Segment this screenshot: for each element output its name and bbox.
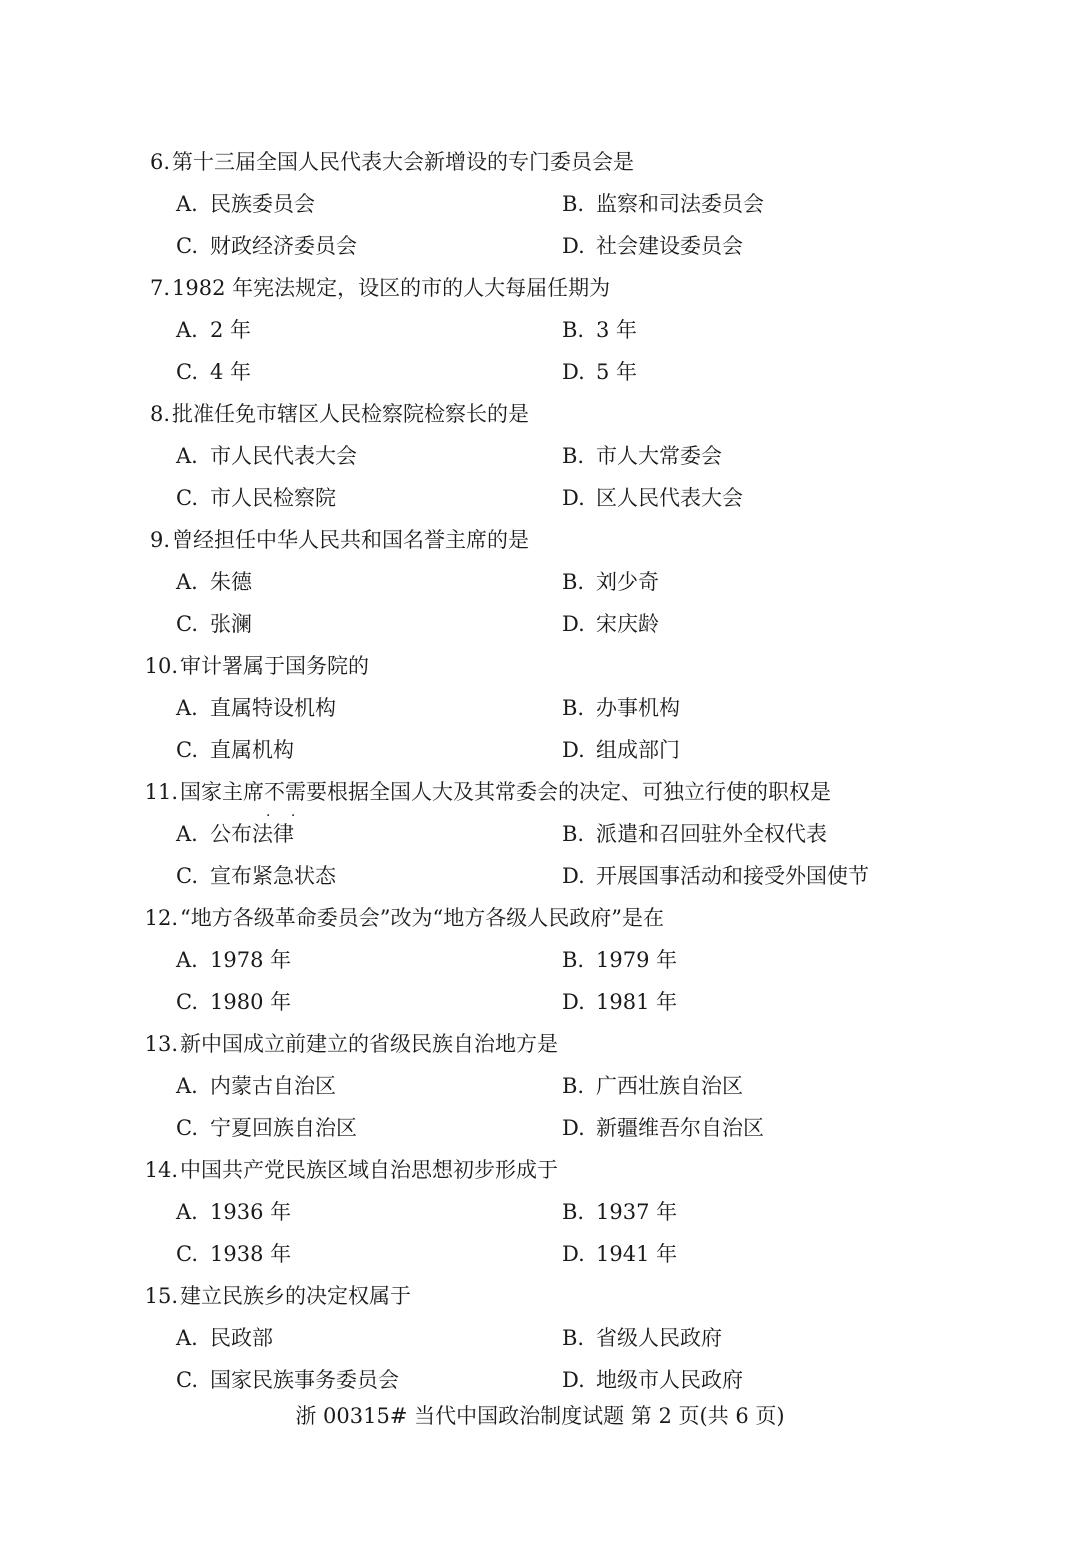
option-letter: C. [176, 486, 198, 510]
option-letter: C. [176, 864, 198, 888]
question-8-option-d [562, 484, 743, 512]
question-11-option-b [562, 820, 827, 848]
question-14-option-c [176, 1240, 291, 1268]
option-text: 市人民代表大会 [210, 444, 357, 468]
option-text: 1936 年 [210, 1200, 292, 1224]
option-letter: B. [562, 570, 585, 594]
option-text: 朱德 [210, 570, 252, 594]
question-9-option-a [176, 568, 252, 596]
option-text: 国家民族事务委员会 [210, 1368, 399, 1392]
option-letter: C. [176, 1116, 198, 1140]
option-text: 民政部 [210, 1326, 273, 1350]
question-11-option-c [176, 862, 336, 890]
question-text: 建立民族乡的决定权属于 [180, 1284, 411, 1308]
emphasized-text: 不需要 · · [264, 780, 327, 804]
option-letter: D. [562, 1116, 585, 1140]
question-number: 7. [149, 276, 170, 300]
question-15-option-b [562, 1324, 722, 1352]
option-letter: B. [562, 822, 585, 846]
question-15-option-c [176, 1366, 399, 1394]
option-text: 1937 年 [596, 1200, 678, 1224]
option-text: 广西壮族自治区 [596, 1074, 743, 1098]
question-12-option-c [176, 988, 291, 1016]
option-text: 新疆维吾尔自治区 [596, 1116, 764, 1140]
question-15-stem [138, 1282, 411, 1310]
option-text: 监察和司法委员会 [596, 192, 764, 216]
option-text: 公布法律 [210, 822, 294, 846]
question-11-stem [138, 778, 831, 806]
option-text: 直属机构 [210, 738, 294, 762]
option-letter: A. [176, 444, 198, 468]
question-7-option-d [562, 358, 637, 386]
question-7-option-c [176, 358, 251, 386]
option-letter: A. [176, 822, 198, 846]
option-text: 宁夏回族自治区 [210, 1116, 357, 1140]
option-letter: C. [176, 360, 198, 384]
question-6-option-d [562, 232, 743, 260]
option-text: 办事机构 [596, 696, 680, 720]
question-text-post: 根据全国人大及其常委会的决定、可独立行使的职权是 [327, 780, 831, 804]
option-text: 3 年 [596, 318, 638, 342]
option-text: 财政经济委员会 [210, 234, 357, 258]
option-text: 2 年 [210, 318, 252, 342]
question-7-stem [138, 274, 610, 302]
question-number: 11. [144, 780, 178, 804]
question-number: 15. [144, 1284, 178, 1308]
question-text: 第十三届全国人民代表大会新增设的专门委员会是 [172, 150, 634, 174]
option-letter: C. [176, 1242, 198, 1266]
question-10-option-b [562, 694, 680, 722]
question-6-stem [138, 148, 634, 176]
question-9-option-d [562, 610, 659, 638]
question-8-option-a [176, 442, 357, 470]
question-13-option-c [176, 1114, 357, 1142]
question-14-stem [138, 1156, 558, 1184]
option-text: 1938 年 [210, 1242, 292, 1266]
option-text: 刘少奇 [596, 570, 659, 594]
option-text: 组成部门 [596, 738, 680, 762]
option-letter: A. [176, 1074, 198, 1098]
option-text: 宣布紧急状态 [210, 864, 336, 888]
option-text: 张澜 [210, 612, 252, 636]
question-7-option-a [176, 316, 251, 344]
question-14-option-b [562, 1198, 677, 1226]
option-text: 市人民检察院 [210, 486, 336, 510]
option-text: 5 年 [596, 360, 638, 384]
question-7-option-b [562, 316, 637, 344]
option-text: 1979 年 [596, 948, 678, 972]
question-15-option-a [176, 1324, 273, 1352]
option-letter: D. [562, 738, 585, 762]
question-9-option-b [562, 568, 659, 596]
question-11-option-d [562, 862, 869, 890]
option-text: 区人民代表大会 [596, 486, 743, 510]
option-text: 派遣和召回驻外全权代表 [596, 822, 827, 846]
question-text: 曾经担任中华人民共和国名誉主席的是 [172, 528, 529, 552]
option-letter: B. [562, 696, 585, 720]
question-10-option-c [176, 736, 294, 764]
option-text: 民族委员会 [210, 192, 315, 216]
question-number: 9. [149, 528, 170, 552]
option-letter: C. [176, 1368, 198, 1392]
question-text: 1982 年宪法规定，设区的市的人大每届任期为 [172, 276, 611, 300]
option-letter: A. [176, 570, 198, 594]
question-8-stem [138, 400, 529, 428]
question-12-option-b [562, 946, 677, 974]
option-letter: B. [562, 192, 585, 216]
option-text: 4 年 [210, 360, 252, 384]
option-letter: D. [562, 234, 585, 258]
option-letter: D. [562, 612, 585, 636]
option-letter: D. [562, 990, 585, 1014]
option-letter: A. [176, 192, 198, 216]
option-letter: C. [176, 612, 198, 636]
question-12-stem [138, 904, 664, 932]
option-letter: A. [176, 1326, 198, 1350]
question-number: 12. [144, 906, 178, 930]
question-10-stem [138, 652, 369, 680]
question-text: 中国共产党民族区域自治思想初步形成于 [180, 1158, 558, 1182]
question-13-option-b [562, 1072, 743, 1100]
question-12-option-a [176, 946, 291, 974]
question-text-pre: 国家主席 [180, 780, 264, 804]
question-11-option-a [176, 820, 294, 848]
option-text: 市人大常委会 [596, 444, 722, 468]
option-text: 1941 年 [596, 1242, 678, 1266]
option-text: 开展国事活动和接受外国使节 [596, 864, 869, 888]
option-text: 1978 年 [210, 948, 292, 972]
question-9-stem [138, 526, 529, 554]
option-text: 社会建设委员会 [596, 234, 743, 258]
option-letter: B. [562, 1200, 585, 1224]
question-text: 批准任免市辖区人民检察院检察长的是 [172, 402, 529, 426]
option-letter: D. [562, 1242, 585, 1266]
question-text: “地方各级革命委员会”改为“地方各级人民政府”是在 [180, 906, 664, 930]
question-number: 13. [144, 1032, 178, 1056]
question-number: 6. [149, 150, 170, 174]
option-text: 地级市人民政府 [596, 1368, 743, 1392]
question-14-option-a [176, 1198, 291, 1226]
question-12-option-d [562, 988, 677, 1016]
option-text: 省级人民政府 [596, 1326, 722, 1350]
question-text: 审计署属于国务院的 [180, 654, 369, 678]
option-text: 宋庆龄 [596, 612, 659, 636]
option-letter: A. [176, 696, 198, 720]
question-13-option-d [562, 1114, 764, 1142]
question-8-option-c [176, 484, 336, 512]
question-number: 10. [144, 654, 178, 678]
option-letter: D. [562, 486, 585, 510]
option-letter: D. [562, 1368, 585, 1392]
question-number: 14. [144, 1158, 178, 1182]
question-10-option-d [562, 736, 680, 764]
option-letter: D. [562, 864, 585, 888]
question-15-option-d [562, 1366, 743, 1394]
option-text: 1980 年 [210, 990, 292, 1014]
option-text: 内蒙古自治区 [210, 1074, 336, 1098]
option-letter: C. [176, 990, 198, 1014]
question-13-option-a [176, 1072, 336, 1100]
option-letter: A. [176, 318, 198, 342]
question-8-option-b [562, 442, 722, 470]
option-letter: B. [562, 948, 585, 972]
question-13-stem [138, 1030, 558, 1058]
option-text: 直属特设机构 [210, 696, 336, 720]
option-letter: C. [176, 234, 198, 258]
question-text: 新中国成立前建立的省级民族自治地方是 [180, 1032, 558, 1056]
question-6-option-c [176, 232, 357, 260]
question-6-option-b [562, 190, 764, 218]
option-letter: B. [562, 1074, 585, 1098]
option-letter: A. [176, 1200, 198, 1224]
option-letter: B. [562, 444, 585, 468]
question-6-option-a [176, 190, 315, 218]
page-footer: 浙 00315# 当代中国政治制度试题 第 2 页(共 6 页) [295, 1404, 785, 1428]
option-letter: C. [176, 738, 198, 762]
option-letter: A. [176, 948, 198, 972]
option-letter: B. [562, 1326, 585, 1350]
option-letter: B. [562, 318, 585, 342]
question-9-option-c [176, 610, 252, 638]
question-14-option-d [562, 1240, 677, 1268]
question-number: 8. [149, 402, 170, 426]
option-letter: D. [562, 360, 585, 384]
question-10-option-a [176, 694, 336, 722]
option-text: 1981 年 [596, 990, 678, 1014]
